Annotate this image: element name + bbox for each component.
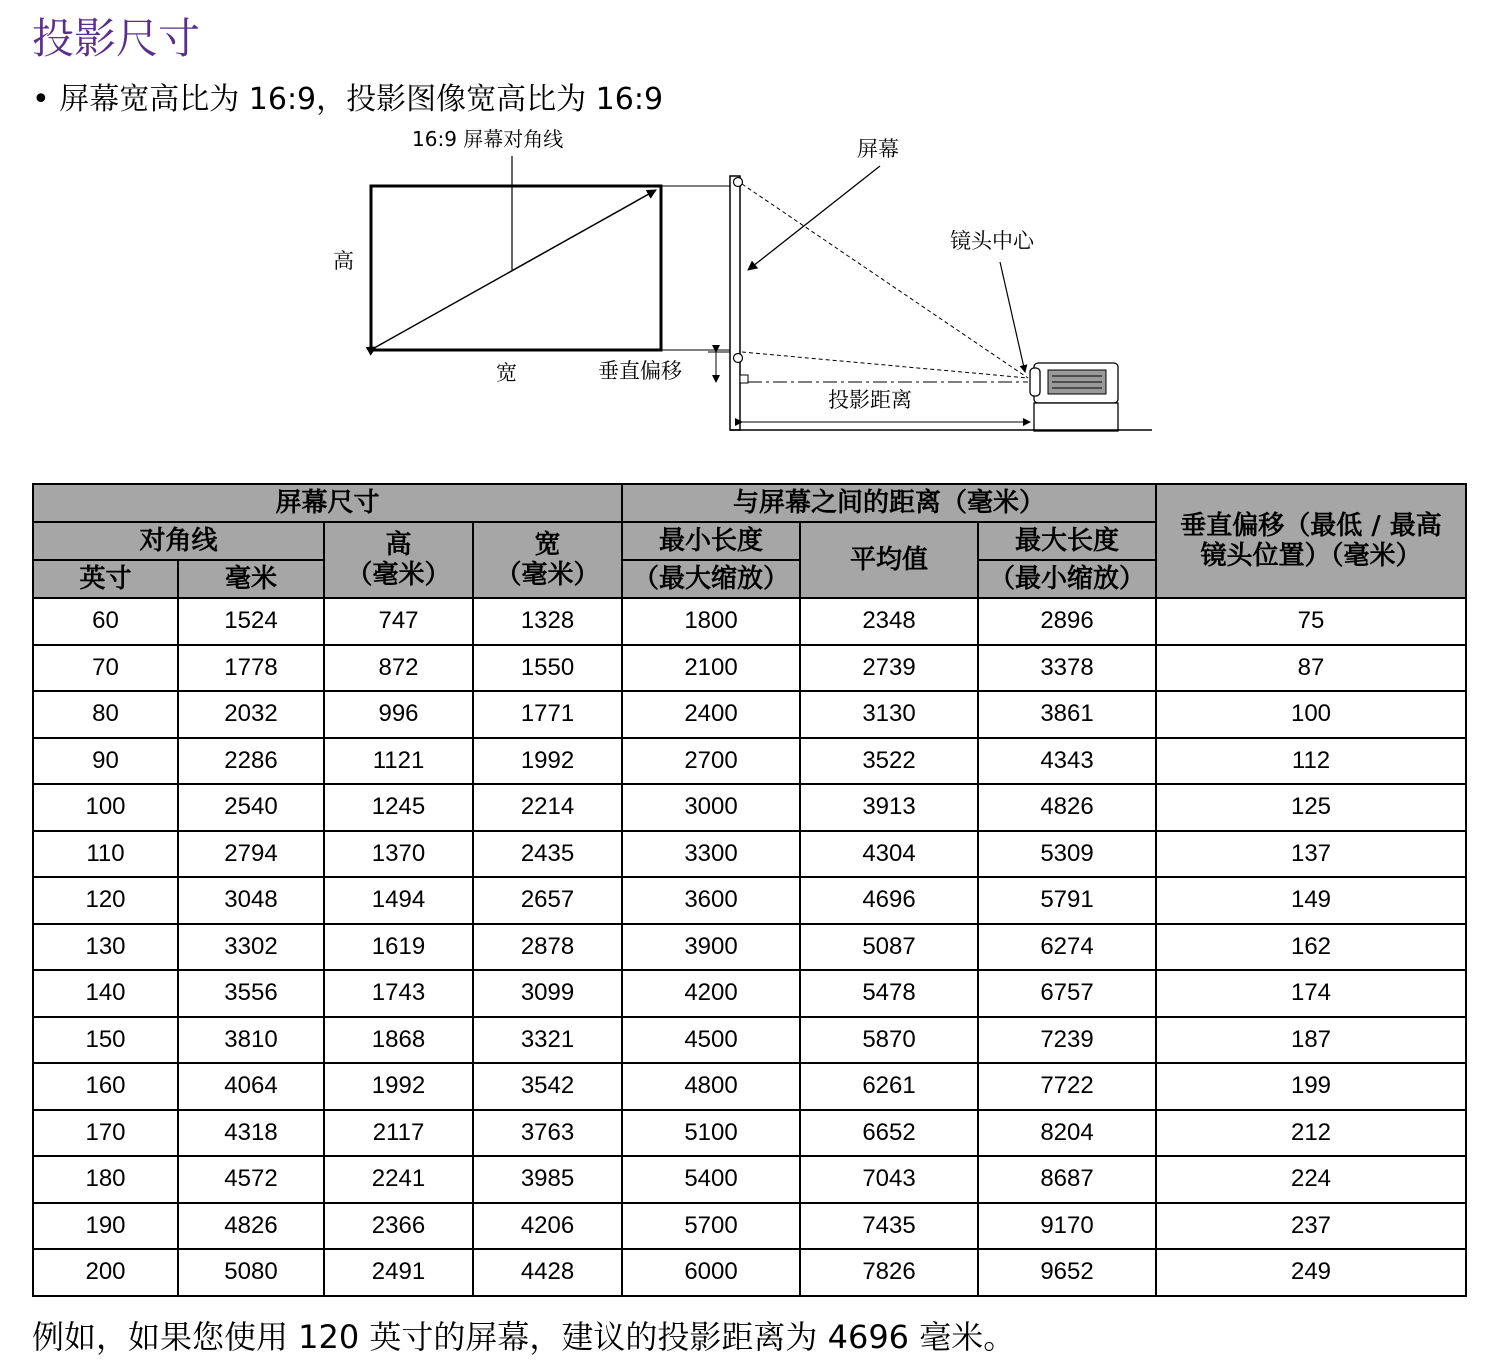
width-label: 宽 <box>496 361 517 385</box>
table-cell: 6652 <box>800 1110 978 1157</box>
table-row <box>33 691 1466 738</box>
table-cell: 6000 <box>622 1249 800 1296</box>
table-cell: 200 <box>33 1249 178 1296</box>
table-cell: 130 <box>33 924 178 971</box>
table-cell: 3522 <box>800 738 978 785</box>
table-cell: 212 <box>1156 1110 1466 1157</box>
table-cell: 3556 <box>178 970 324 1017</box>
table-cell: 1524 <box>178 598 324 645</box>
screen-label: 屏幕 <box>857 137 899 161</box>
table-row <box>33 645 1466 692</box>
table-cell: 3130 <box>800 691 978 738</box>
table-cell: 5309 <box>978 831 1156 878</box>
projector-icon <box>1030 363 1118 431</box>
table-row <box>33 1063 1466 1110</box>
table-cell: 2435 <box>473 831 622 878</box>
table-cell: 5700 <box>622 1203 800 1250</box>
table-cell: 3985 <box>473 1156 622 1203</box>
table-cell: 120 <box>33 877 178 924</box>
table-cell: 90 <box>33 738 178 785</box>
table-cell: 3302 <box>178 924 324 971</box>
table-cell: 2286 <box>178 738 324 785</box>
table-cell: 1370 <box>324 831 473 878</box>
table-cell: 2400 <box>622 691 800 738</box>
table-cell: 4200 <box>622 970 800 1017</box>
table-cell: 1619 <box>324 924 473 971</box>
table-cell: 2366 <box>324 1203 473 1250</box>
table-cell: 249 <box>1156 1249 1466 1296</box>
table-cell: 2032 <box>178 691 324 738</box>
table-cell: 6261 <box>800 1063 978 1110</box>
table-cell: 9170 <box>978 1203 1156 1250</box>
table-cell: 4206 <box>473 1203 622 1250</box>
projection-distance-label: 投影距离 <box>828 388 912 412</box>
table-cell: 1121 <box>324 738 473 785</box>
table-cell: 4826 <box>978 784 1156 831</box>
table-cell: 7826 <box>800 1249 978 1296</box>
table-cell: 996 <box>324 691 473 738</box>
max-zoom-header: （最大缩放） <box>622 560 800 598</box>
table-cell: 1771 <box>473 691 622 738</box>
table-cell: 125 <box>1156 784 1466 831</box>
table-row <box>33 784 1466 831</box>
table-row <box>33 877 1466 924</box>
table-cell: 4572 <box>178 1156 324 1203</box>
table-body <box>33 598 1466 1296</box>
lens-center-label: 镜头中心 <box>950 229 1034 253</box>
table-cell: 100 <box>33 784 178 831</box>
table-cell: 140 <box>33 970 178 1017</box>
table-cell: 190 <box>33 1203 178 1250</box>
table-cell: 150 <box>33 1017 178 1064</box>
table-row <box>33 1249 1466 1296</box>
page-title: 投影尺寸 <box>32 14 201 63</box>
table-cell: 3600 <box>622 877 800 924</box>
table-cell: 75 <box>1156 598 1466 645</box>
table-cell: 7043 <box>800 1156 978 1203</box>
table-cell: 8687 <box>978 1156 1156 1203</box>
table-cell: 1778 <box>178 645 324 692</box>
table-cell: 3048 <box>178 877 324 924</box>
diagonal-label: 16:9 屏幕对角线 <box>412 127 564 151</box>
table-cell: 100 <box>1156 691 1466 738</box>
table-cell: 1800 <box>622 598 800 645</box>
table-cell: 2896 <box>978 598 1156 645</box>
table-cell: 3300 <box>622 831 800 878</box>
mm-header: 毫米 <box>178 560 324 598</box>
table-cell: 5400 <box>622 1156 800 1203</box>
table-cell: 1868 <box>324 1017 473 1064</box>
table-cell: 3542 <box>473 1063 622 1110</box>
table-row <box>33 924 1466 971</box>
table-row <box>33 1017 1466 1064</box>
diagonal-arrow <box>376 190 656 347</box>
table-cell: 112 <box>1156 738 1466 785</box>
table-cell: 7239 <box>978 1017 1156 1064</box>
table-cell: 60 <box>33 598 178 645</box>
table-cell: 6274 <box>978 924 1156 971</box>
table-row <box>33 738 1466 785</box>
table-row <box>33 598 1466 645</box>
table-row <box>33 831 1466 878</box>
distance-group-header: 与屏幕之间的距离（毫米） <box>622 484 1156 522</box>
inch-header: 英寸 <box>33 560 178 598</box>
table-cell: 160 <box>33 1063 178 1110</box>
table-cell: 87 <box>1156 645 1466 692</box>
table-cell: 1328 <box>473 598 622 645</box>
table-row <box>33 1156 1466 1203</box>
height-header: 高 （毫米） <box>324 522 473 598</box>
table-cell: 2794 <box>178 831 324 878</box>
height-label: 高 <box>333 249 354 273</box>
table-cell: 3810 <box>178 1017 324 1064</box>
screen-size-group-header: 屏幕尺寸 <box>33 484 622 522</box>
table-cell: 1494 <box>324 877 473 924</box>
table-cell: 4800 <box>622 1063 800 1110</box>
table-cell: 4428 <box>473 1249 622 1296</box>
width-header: 宽 （毫米） <box>473 522 622 598</box>
min-zoom-header: （最小缩放） <box>978 560 1156 598</box>
max-length-header: 最大长度 <box>978 522 1156 560</box>
screen-panel <box>730 176 740 430</box>
table-cell: 174 <box>1156 970 1466 1017</box>
table-cell: 3861 <box>978 691 1156 738</box>
table-cell: 2100 <box>622 645 800 692</box>
table-cell: 3763 <box>473 1110 622 1157</box>
table-cell: 4318 <box>178 1110 324 1157</box>
table-row <box>33 1203 1466 1250</box>
example-note: 例如，如果您使用 120 英寸的屏幕，建议的投影距离为 4696 毫米。 <box>32 1318 1016 1356</box>
table-cell: 747 <box>324 598 473 645</box>
table-cell: 3321 <box>473 1017 622 1064</box>
table-cell: 237 <box>1156 1203 1466 1250</box>
table-cell: 1992 <box>473 738 622 785</box>
table-cell: 1992 <box>324 1063 473 1110</box>
table-cell: 9652 <box>978 1249 1156 1296</box>
table-cell: 4826 <box>178 1203 324 1250</box>
table-cell: 110 <box>33 831 178 878</box>
vertical-offset-header: 垂直偏移（最低 / 最高 镜头位置）（毫米） <box>1156 484 1466 598</box>
table-row <box>33 1110 1466 1157</box>
projection-size-table <box>32 483 1467 1297</box>
table-cell: 170 <box>33 1110 178 1157</box>
min-length-header: 最小长度 <box>622 522 800 560</box>
table-cell: 2657 <box>473 877 622 924</box>
table-cell: 2700 <box>622 738 800 785</box>
table-cell: 2491 <box>324 1249 473 1296</box>
table-cell: 70 <box>33 645 178 692</box>
table-cell: 4304 <box>800 831 978 878</box>
table-row <box>33 970 1466 1017</box>
table-cell: 3378 <box>978 645 1156 692</box>
table-cell: 1743 <box>324 970 473 1017</box>
table-cell: 4696 <box>800 877 978 924</box>
table-cell: 4500 <box>622 1017 800 1064</box>
aspect-ratio-bullet: • 屏幕宽高比为 16:9，投影图像宽高比为 16:9 <box>32 82 664 117</box>
table-cell: 1550 <box>473 645 622 692</box>
table-cell: 7722 <box>978 1063 1156 1110</box>
table-cell: 5478 <box>800 970 978 1017</box>
table-cell: 2117 <box>324 1110 473 1157</box>
table-cell: 4343 <box>978 738 1156 785</box>
diagonal-header: 对角线 <box>33 522 324 560</box>
table-cell: 8204 <box>978 1110 1156 1157</box>
table-cell: 187 <box>1156 1017 1466 1064</box>
table-cell: 180 <box>33 1156 178 1203</box>
table-cell: 2241 <box>324 1156 473 1203</box>
table-cell: 872 <box>324 645 473 692</box>
table-cell: 149 <box>1156 877 1466 924</box>
average-header: 平均值 <box>800 522 978 598</box>
table-cell: 5100 <box>622 1110 800 1157</box>
table-cell: 2348 <box>800 598 978 645</box>
table-cell: 5087 <box>800 924 978 971</box>
table-cell: 3900 <box>622 924 800 971</box>
table-cell: 6757 <box>978 970 1156 1017</box>
table-cell: 7435 <box>800 1203 978 1250</box>
table-cell: 5080 <box>178 1249 324 1296</box>
table-cell: 5870 <box>800 1017 978 1064</box>
table-cell: 2739 <box>800 645 978 692</box>
table-cell: 4064 <box>178 1063 324 1110</box>
table-cell: 2214 <box>473 784 622 831</box>
table-cell: 3000 <box>622 784 800 831</box>
table-cell: 3099 <box>473 970 622 1017</box>
table-cell: 5791 <box>978 877 1156 924</box>
table-cell: 3913 <box>800 784 978 831</box>
table-cell: 224 <box>1156 1156 1466 1203</box>
vertical-offset-label: 垂直偏移 <box>598 359 682 383</box>
table-cell: 2878 <box>473 924 622 971</box>
table-cell: 137 <box>1156 831 1466 878</box>
table-cell: 1245 <box>324 784 473 831</box>
table-cell: 162 <box>1156 924 1466 971</box>
table-cell: 2540 <box>178 784 324 831</box>
table-cell: 80 <box>33 691 178 738</box>
table-cell: 199 <box>1156 1063 1466 1110</box>
projection-diagram <box>300 120 1180 450</box>
